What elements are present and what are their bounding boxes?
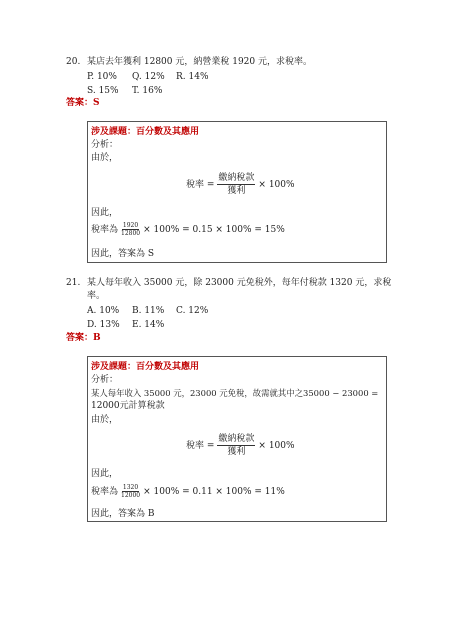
q21-number: 21. — [66, 278, 81, 288]
box1-formula-numerator: 繳納稅款 — [218, 173, 255, 183]
box1-formula-rhs: × 100% — [258, 179, 295, 190]
box2-formula-lhs: 稅率 = — [186, 440, 215, 451]
box2-calc-denominator: 12000 — [121, 492, 141, 499]
box2-analysis: 分析： — [91, 375, 119, 385]
q21-option-b: B. 11% — [132, 306, 165, 316]
box2-formula-numerator: 繳納稅款 — [218, 434, 255, 444]
solution-box-q21 — [87, 356, 387, 522]
box1-calc-rest: × 100% = 0.15 × 100% = 15% — [143, 224, 285, 235]
box1-calc-denominator: 12800 — [121, 230, 141, 237]
q21-option-e: E. 14% — [132, 320, 165, 330]
box2-formula-denominator: 獲利 — [227, 447, 246, 457]
box1-calc-numerator: 1920 — [122, 222, 139, 229]
box1-analysis: 分析： — [91, 140, 119, 150]
box1-formula — [186, 172, 295, 197]
q20-option-t: T. 16% — [132, 86, 163, 96]
box2-calc-numerator: 1320 — [122, 484, 139, 491]
box2-therefore: 因此， — [91, 469, 119, 479]
box2-calc-prefix: 稅率為 — [91, 486, 119, 497]
q21-stem-line1: 某人每年收入 35000 元，除 23000 元免稅外，每年付稅款 1320 元，求稅 — [87, 278, 392, 288]
box1-therefore: 因此， — [91, 208, 119, 218]
box1-topic: 涉及課題：百分數及其應用 — [91, 127, 200, 137]
solution-box-q20 — [87, 121, 387, 263]
box2-formula-fraction — [217, 433, 255, 458]
q20-option-s: S. 15% — [87, 86, 119, 96]
box2-formula — [186, 433, 295, 458]
box1-conclusion: 因此，答案為 S — [91, 249, 155, 259]
box2-formula-rhs: × 100% — [258, 440, 295, 451]
q21-answer: 答案：B — [66, 333, 101, 343]
box1-calc-fraction — [120, 222, 141, 237]
box2-calc-rest: × 100% = 0.11 × 100% = 11% — [143, 486, 285, 497]
box1-calc-prefix: 稅率為 — [91, 224, 119, 235]
box1-formula-fraction — [217, 172, 255, 197]
q20-answer: 答案：S — [66, 98, 100, 108]
q20-number: 20. — [66, 57, 81, 67]
box1-formula-lhs: 稅率 = — [186, 179, 215, 190]
q21-option-d: D. 13% — [87, 320, 120, 330]
box1-formula-denominator: 獲利 — [227, 186, 246, 196]
q20-option-p: P. 10% — [87, 72, 117, 82]
box1-since: 由於， — [91, 153, 119, 163]
box2-conclusion: 因此，答案為 B — [91, 509, 155, 519]
box2-line1: 某人每年收入 35000 元，23000 元免稅，故需就其中之35000 − 23000 = — [91, 388, 379, 398]
box2-calc-fraction — [120, 484, 141, 499]
box2-line2: 12000元計算稅款 — [91, 401, 165, 411]
q20-stem: 某店去年獲利 12800 元，納營業稅 1920 元，求稅率。 — [87, 57, 312, 67]
q21-option-a: A. 10% — [87, 306, 120, 316]
box2-since: 由於， — [91, 415, 119, 425]
box2-topic: 涉及課題：百分數及其應用 — [91, 362, 200, 372]
box1-calculation — [91, 222, 285, 237]
q20-option-q: Q. 12% — [132, 72, 165, 82]
q20-option-r: R. 14% — [176, 72, 209, 82]
q21-stem-line2: 率。 — [87, 291, 106, 301]
q21-option-c: C. 12% — [176, 306, 209, 316]
box2-calculation — [91, 484, 285, 499]
